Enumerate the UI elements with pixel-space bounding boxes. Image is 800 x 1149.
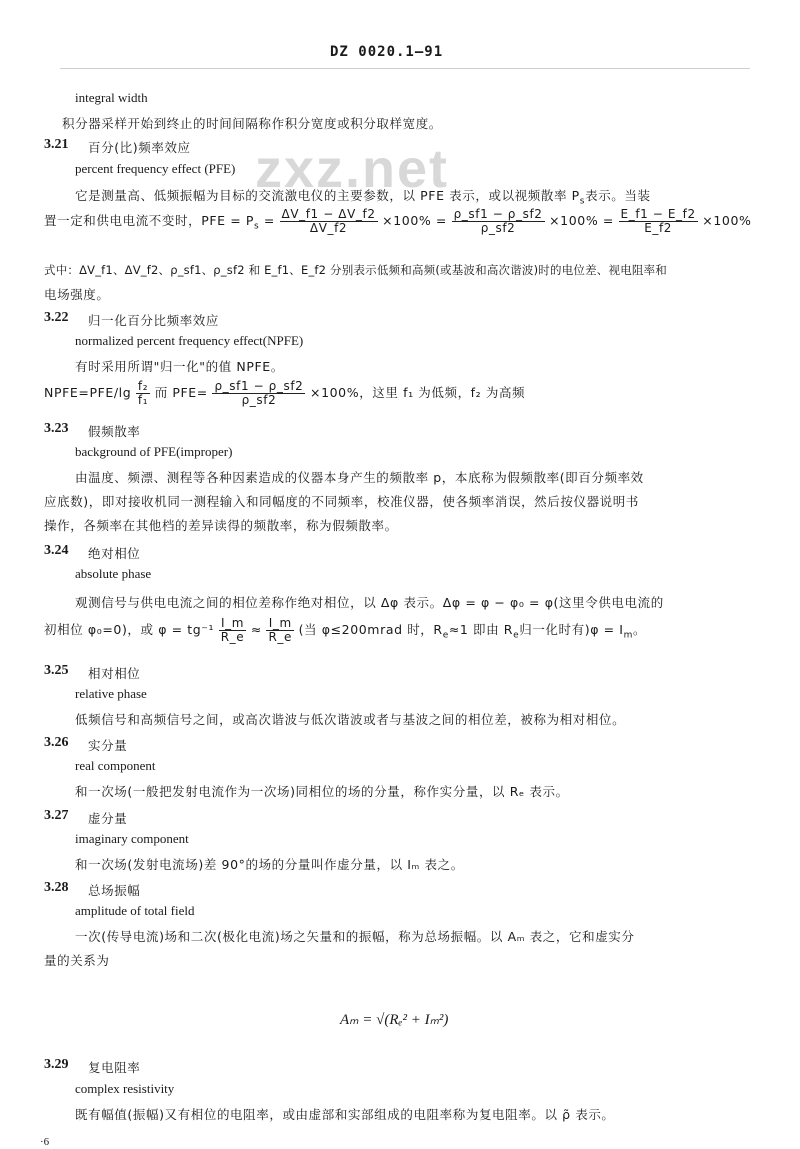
fraction xyxy=(452,208,545,235)
term-english: complex resistivity xyxy=(75,1081,175,1096)
section-number: 3.28 xyxy=(44,880,69,895)
formula-text: 初相位 φ₀=0)，或 φ = tg⁻¹ xyxy=(44,622,215,637)
definition-line: 和一次场(发射电流场)差 90°的场的分量叫作虚分量，以 Iₘ 表之。 xyxy=(75,857,464,872)
term-english: absolute phase xyxy=(75,566,152,581)
section-number: 3.22 xyxy=(44,310,69,325)
fraction-denominator: ρ_sf2 xyxy=(480,221,516,235)
section-title: 相对相位 xyxy=(88,666,141,681)
definition-line: 量的关系为 xyxy=(44,953,110,968)
section-number: 3.24 xyxy=(44,543,69,558)
fraction xyxy=(212,380,305,407)
term-english: relative phase xyxy=(75,686,147,701)
formula-text: ×100% = xyxy=(549,213,614,228)
formula-text: ×100% = xyxy=(382,213,447,228)
npfe-formula xyxy=(44,380,525,407)
definition-text: 表示。当装 xyxy=(585,188,651,203)
formula-text: 归一化时有)φ = I xyxy=(519,622,624,637)
definition-line: 它是测量高、低频振幅为目标的交流激电仪的主要参数，以 PFE 表示，或以视频散率 $P_s$表示。当装 xyxy=(75,188,651,207)
fraction-denominator: E_f2 xyxy=(644,221,673,235)
definition-line: 一次(传导电流)场和二次(极化电流)场之矢量和的振幅，称为总场振幅。以 Aₘ 表之，它和虚实分 xyxy=(75,929,635,944)
fraction-numerator: ρ_sf1 − ρ_sf2 xyxy=(214,379,304,393)
section-number: 3.23 xyxy=(44,421,69,436)
section-title: 绝对相位 xyxy=(88,546,141,561)
definition-line: 积分器采样开始到终止的时间间隔称作积分宽度或积分取样宽度。 xyxy=(62,116,442,131)
section-number: 3.27 xyxy=(44,808,69,823)
definition-line: 操作，各频率在其他档的差异读得的频散率，称为假频散率。 xyxy=(44,518,398,533)
term-english: amplitude of total field xyxy=(75,903,195,918)
definition-line: 有时采用所谓"归一化"的值 NPFE。 xyxy=(75,359,284,374)
definition-line: 由温度、频漂、测程等各种因素造成的仪器本身产生的频散率 p，本底称为假频散率(即百分频率效 xyxy=(75,470,644,485)
fraction-denominator: R_e xyxy=(220,630,245,644)
formula-text: NPFE=PFE/lg xyxy=(44,385,132,400)
fraction-denominator: ΔV_f2 xyxy=(309,221,348,235)
term-english: integral width xyxy=(75,90,148,105)
section-title: 总场振幅 xyxy=(88,883,141,898)
section-title: 虚分量 xyxy=(88,811,128,826)
definition-line: 电场强度。 xyxy=(44,287,110,302)
definition-text: 它是测量高、低频振幅为目标的交流激电仪的主要参数，以 PFE 表示，或以视频散率 P xyxy=(75,188,580,203)
fraction xyxy=(136,380,150,407)
fraction-numerator: E_f1 − E_f2 xyxy=(620,207,696,221)
formula-text: ≈ xyxy=(250,622,262,637)
fraction-numerator: I_m xyxy=(266,617,294,631)
section-number: 3.25 xyxy=(44,663,69,678)
formula-text: ×100%，这里 f₁ 为低频，f₂ 为高频 xyxy=(310,385,526,400)
fraction-numerator: ρ_sf1 − ρ_sf2 xyxy=(453,207,543,221)
fraction xyxy=(266,617,294,644)
formula-text: ≈1 即由 R xyxy=(448,622,514,637)
section-title: 复电阻率 xyxy=(88,1060,141,1075)
page-number: ·6 xyxy=(40,1136,50,1148)
section-number: 3.26 xyxy=(44,735,69,750)
term-english: normalized percent frequency effect(NPFE) xyxy=(75,333,304,348)
term-english: background of PFE(improper) xyxy=(75,444,233,459)
definition-line: 低频信号和高频信号之间，或高次谐波与低次谐波或者与基波之间的相位差，被称为相对相位。 xyxy=(75,712,626,727)
section-title: 实分量 xyxy=(88,738,128,753)
section-number: 3.21 xyxy=(44,137,69,152)
definition-line: 和一次场(一般把发射电流作为一次场)同相位的场的分量，称作实分量，以 Rₑ 表示。 xyxy=(75,784,569,799)
document-header: DZ 0020.1—91 xyxy=(330,44,444,60)
formula-text: 置一定和供电电流不变时，PFE = P xyxy=(44,213,254,228)
definition-line: 既有幅值(振幅)又有相位的电阻率，或由虚部和实部组成的电阻率称为复电阻率。以 ρ̃ 表示。 xyxy=(75,1107,615,1122)
term-english: imaginary component xyxy=(75,831,189,846)
fraction-numerator: ΔV_f1 − ΔV_f2 xyxy=(281,207,376,221)
phase-formula: 初相位 φ₀=0)，或 φ = tg⁻¹ $\frac{I\_m}{R\_e}$ ≈ $\frac{I\_m}{R\_e}$ (当 φ≤200mrad 时，$R_e\approx 1$ 即由 $R_e$归一化时有)$\varphi = I_m$。 xyxy=(44,616,647,644)
term-english: percent frequency effect (PFE) xyxy=(75,161,236,176)
formula-text: (当 φ≤200mrad 时，R xyxy=(298,622,443,637)
formula-text: ×100% xyxy=(702,213,752,228)
term-english: real component xyxy=(75,758,156,773)
fraction xyxy=(280,208,378,235)
watermark: zxz.net xyxy=(255,139,450,199)
fraction-denominator: ρ_sf2 xyxy=(241,393,277,407)
definition-line: 应底数)，即对接收机同一测程输入和同幅度的不同频率，校准仪器，使各频率消误，然后按仪器说明书 xyxy=(44,494,639,509)
total-field-formula: Aₘ = √(Rₑ² + Iₘ²) xyxy=(340,1012,449,1028)
fraction-numerator: f₂ xyxy=(137,379,149,393)
section-title: 归一化百分比频率效应 xyxy=(88,313,220,328)
formula-text: 而 PFE= xyxy=(154,385,208,400)
section-title: 百分(比)频率效应 xyxy=(88,140,191,155)
definition-line: 式中：ΔV_f1、ΔV_f2、ρ_sf1、ρ_sf2 和 E_f1、E_f2 分别表示低频和高频(或基波和高次谐波)时的电位差、视电阻率和 xyxy=(44,263,668,277)
fraction-numerator: I_m xyxy=(219,617,247,631)
fraction xyxy=(619,208,698,235)
fraction-denominator: R_e xyxy=(268,630,292,644)
pfe-formula: 置一定和供电电流不变时，PFE = $P_s$ = $\frac{\Delta V\_f1 - \Delta V\_f2}{\Delta V\_f2}$ ×100% = $\frac{\rho\_sf1 - \rho\_sf2}{\rho\_sf2}$ ×100% = $\frac{E\_f1 - E\_f2}{E\_f2}$ ×100% xyxy=(44,207,752,235)
section-title: 假频散率 xyxy=(88,424,141,439)
definition-line: 观测信号与供电电流之间的相位差称作绝对相位，以 Δφ 表示。Δφ = φ − φ₀ = φ(这里令供电电流的 xyxy=(75,595,664,610)
fraction xyxy=(219,617,247,644)
header-rule xyxy=(60,68,750,69)
section-number: 3.29 xyxy=(44,1057,69,1072)
fraction-denominator: f₁ xyxy=(137,393,149,407)
